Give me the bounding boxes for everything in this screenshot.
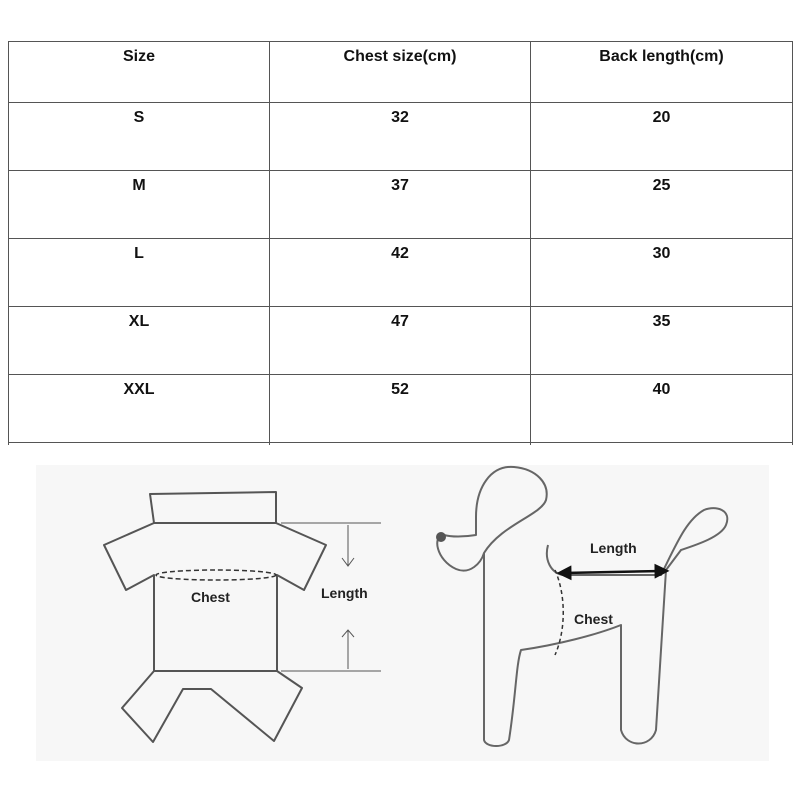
garment-length-label: Length xyxy=(321,585,368,601)
cell-chest: 37 xyxy=(270,171,531,239)
dog-length-label: Length xyxy=(590,540,637,556)
measurement-illustration xyxy=(36,465,769,761)
garment-chest-label: Chest xyxy=(191,589,230,605)
table-row xyxy=(9,307,793,375)
dog-chest-label: Chest xyxy=(574,611,613,627)
cell-size: XL xyxy=(9,307,270,375)
table-row xyxy=(9,375,793,443)
table-row xyxy=(9,171,793,239)
dog-outline xyxy=(437,467,727,746)
measurement-diagram xyxy=(36,465,769,761)
cell-length: 35 xyxy=(531,307,793,375)
garment-outline xyxy=(104,492,326,742)
cell-chest: 47 xyxy=(270,307,531,375)
cell-chest: 52 xyxy=(270,375,531,443)
cell-length: 20 xyxy=(531,103,793,171)
cell-length: 40 xyxy=(531,375,793,443)
cell-size: L xyxy=(9,239,270,307)
table-row xyxy=(9,103,793,171)
cell-length: 25 xyxy=(531,171,793,239)
dog-nose-icon xyxy=(436,532,446,542)
dog-length-arrow xyxy=(564,571,662,573)
table-row xyxy=(9,239,793,307)
table-row-stub xyxy=(9,443,793,446)
cell-size: XXL xyxy=(9,375,270,443)
header-chest-size: Chest size(cm) xyxy=(270,42,531,103)
cell-chest: 42 xyxy=(270,239,531,307)
size-chart-table xyxy=(8,41,792,445)
cell-chest: 32 xyxy=(270,103,531,171)
cell-length: 30 xyxy=(531,239,793,307)
cell-size: M xyxy=(9,171,270,239)
cell-size: S xyxy=(9,103,270,171)
header-size: Size xyxy=(9,42,270,103)
header-back-length: Back length(cm) xyxy=(531,42,793,103)
table-header-row xyxy=(9,42,793,103)
